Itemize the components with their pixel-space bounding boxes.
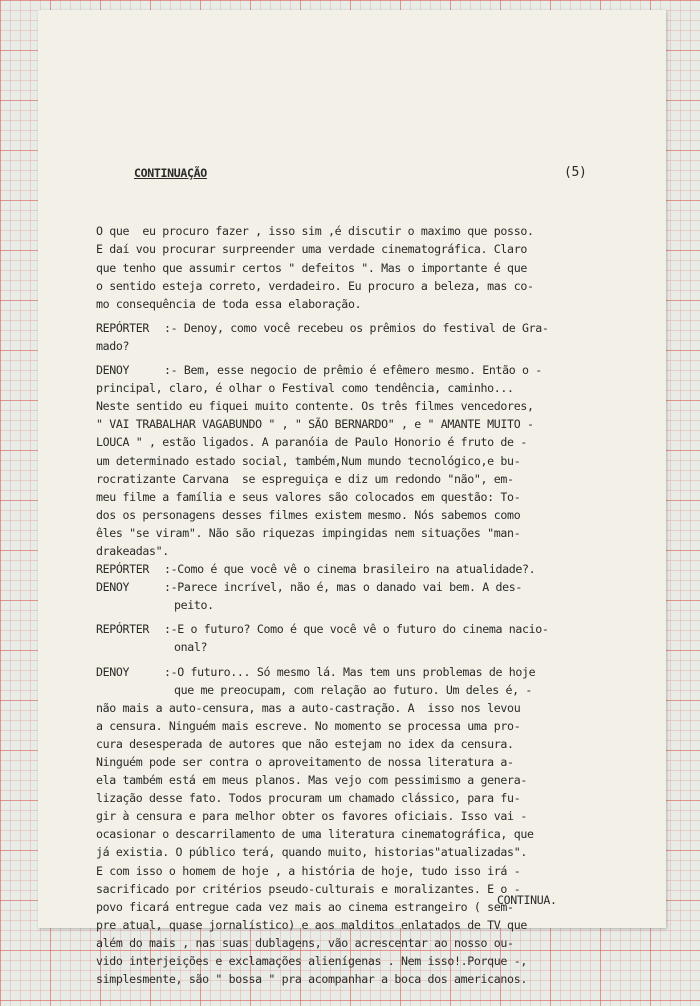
line-text: êles "se viram". Não são riquezas impingidas nem situações "man- (96, 525, 521, 540)
text-line (96, 379, 636, 397)
line-text: :-Parece incrível, não é, mas o danado vai bem. A des- (164, 580, 523, 595)
speaker-label: REPÓRTER (96, 320, 150, 335)
text-line (96, 862, 636, 880)
text-line (96, 970, 636, 988)
line-text: dos os personagens desses filmes existem mesmo. Nós sabemos como (96, 507, 521, 522)
text-line (96, 735, 636, 753)
line-text: já existia. O público terá, quando muito, historias"atualizadas". (96, 845, 527, 860)
text-line (96, 524, 636, 542)
text-line (96, 295, 636, 313)
line-text: mado? (96, 338, 130, 353)
line-text: O que eu procuro fazer , isso sim ,é discutir o maximo que posso. (96, 224, 534, 239)
line-text: meu filme a família e seus valores são colocados em questão: To- (96, 489, 521, 504)
line-text: vido interjeições e exclamações alienígenas . Nem isso!.Porque -, (96, 954, 527, 969)
typed-text-body (96, 128, 636, 1006)
line-text: ela também está em meus planos. Mas vejo com pessimismo a genera- (96, 773, 527, 788)
line-text: lização desse fato. Todos procuram um chamado clássico, para fu- (96, 791, 521, 806)
page-number: (5) (564, 165, 587, 181)
text-line (96, 415, 636, 433)
line-text: povo ficará entregue cada vez mais ao cinema estrangeiro ( sem- (96, 899, 514, 914)
line-text: :- Denoy, como você recebeu os prêmios do festival de Gra- (164, 320, 549, 335)
line-text: E com isso o homem de hoje , a história de hoje, tudo isso irá - (96, 863, 521, 878)
line-text: além do mais , nas suas dublagens, vão acrescentar ao nosso ou- (96, 935, 514, 950)
text-line (96, 277, 636, 295)
line-text: onal? (174, 640, 208, 655)
text-line (96, 488, 636, 506)
text-line (96, 789, 636, 807)
text-line (96, 240, 636, 258)
text-line (96, 361, 636, 379)
line-text: simplesmente, são " bossa " pra acompanhar a boca dos americanos. (96, 972, 527, 987)
text-line (96, 807, 636, 825)
line-text: um determinado estado social, também,Num mundo tecnológico,e bu- (96, 453, 521, 468)
line-text: :- Bem, esse negocio de prêmio é efêmero mesmo. Então o - (164, 363, 542, 378)
text-line (96, 843, 636, 861)
text-line (96, 916, 636, 934)
text-line (96, 222, 636, 240)
line-text: cura desesperada de autores que não estejam no idex da censura. (96, 736, 514, 751)
line-text: rocratizante Carvana se espreguiça e diz um redondo "não", em- (96, 471, 514, 486)
line-text: Neste sentido eu fiquei muito contente. Os três filmes vencedores, (96, 399, 534, 414)
text-line (96, 506, 636, 524)
line-text: que tenho que assumir certos " defeitos ". Mas o importante é que (96, 260, 527, 275)
text-line (96, 952, 636, 970)
text-lines (96, 222, 636, 988)
line-text: pre atual, quase jornalístico) e aos malditos enlatados de TV que (96, 917, 527, 932)
continua-footer: CONTINUA. (497, 893, 557, 907)
line-text: :-O futuro... Só mesmo lá. Mas tem uns problemas de hoje (164, 664, 536, 679)
line-text: não mais a auto-censura, mas a auto-castração. A isso nos levou (96, 700, 521, 715)
speaker-label: DENOY (96, 363, 130, 378)
line-text: drakeadas". (96, 543, 169, 558)
line-text: mo consequência de toda essa elaboração. (96, 296, 362, 311)
text-line (96, 337, 636, 355)
text-line (96, 681, 636, 699)
text-line (96, 771, 636, 789)
line-text: LOUCA " , estão ligados. A paranóia de Paulo Honorio é fruto de - (96, 435, 527, 450)
line-text: " VAI TRABALHAR VAGABUNDO " , " SÃO BERNARDO" , e " AMANTE MUITO - (96, 417, 534, 432)
text-line (96, 259, 636, 277)
speaker-label: DENOY (96, 580, 130, 595)
line-text: :-Como é que você vê o cinema brasileiro na atualidade?. (164, 562, 536, 577)
line-text: o sentido esteja correto, verdadeiro. Eu procuro a beleza, mas co- (96, 278, 534, 293)
text-line (96, 596, 636, 614)
text-line (96, 717, 636, 735)
text-line (96, 397, 636, 415)
line-text: a censura. Ninguém mais escreve. No momento se processa uma pro- (96, 718, 521, 733)
text-line (96, 452, 636, 470)
continuation-heading: CONTINUAÇÃO (134, 166, 207, 181)
line-text: :-E o futuro? Como é que você vê o futuro do cinema nacio- (164, 622, 549, 637)
text-line (96, 560, 636, 578)
speaker-label: DENOY (96, 664, 130, 679)
line-text: sacrificado por critérios pseudo-culturais e moralizantes. E o - (96, 881, 521, 896)
line-text: peito. (174, 598, 214, 613)
text-line (96, 934, 636, 952)
line-text: ocasionar o descarrilamento de uma literatura cinematográfica, que (96, 827, 534, 842)
text-line (96, 699, 636, 717)
speaker-label: REPÓRTER (96, 562, 150, 577)
text-line (96, 825, 636, 843)
line-text: que me preocupam, com relação ao futuro. Um deles é, - (174, 682, 533, 697)
text-line (96, 638, 636, 656)
line-text: principal, claro, é olhar o Festival como tendência, caminho... (96, 381, 514, 396)
line-text: gir à censura e para melhor obter os favores oficiais. Isso vai - (96, 809, 527, 824)
text-line (96, 470, 636, 488)
text-line (96, 753, 636, 771)
text-line (96, 542, 636, 560)
text-line (96, 433, 636, 451)
text-line (96, 620, 636, 638)
speaker-label: REPÓRTER (96, 622, 150, 637)
text-line (96, 578, 636, 596)
line-text: E daí vou procurar surpreender uma verdade cinematográfica. Claro (96, 242, 527, 257)
text-line (96, 663, 636, 681)
text-line (96, 319, 636, 337)
page-header (96, 164, 636, 186)
line-text: Ninguém pode ser contra o aproveitamento de nossa literatura a- (96, 755, 514, 769)
